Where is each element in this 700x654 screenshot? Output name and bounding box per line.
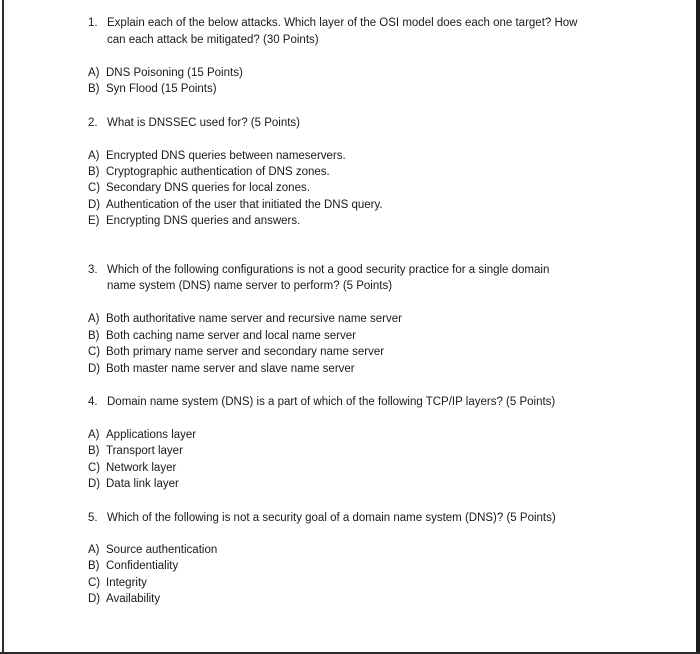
question-3-text-line-2: name system (DNS) name server to perform? (5 Points) xyxy=(107,280,393,292)
question-2-option-c-text: Secondary DNS queries for local zones. xyxy=(106,182,310,194)
question-2-number: 2. xyxy=(88,117,98,129)
question-1-option-b-letter: B) xyxy=(88,83,100,95)
question-4-option-c-letter: C) xyxy=(88,462,101,474)
question-5-text-line-1: Which of the following is not a security goal of a domain name system (DNS)? (5 Points) xyxy=(107,512,556,524)
question-5-option-d-text: Availability xyxy=(106,593,161,605)
question-3-option-c-text: Both primary name server and secondary name server xyxy=(106,346,385,358)
question-2-text-line-1: What is DNSSEC used for? (5 Points) xyxy=(107,117,301,129)
question-3-option-a-text: Both authoritative name server and recursive name server xyxy=(106,313,402,325)
page-right-border xyxy=(696,0,700,654)
question-3-text-line-1: Which of the following configurations is not a good security practice for a single domain xyxy=(107,264,550,276)
question-2-option-a-text: Encrypted DNS queries between nameservers. xyxy=(106,150,346,162)
question-5-option-b-text: Confidentiality xyxy=(106,560,179,572)
question-3-option-a-letter: A) xyxy=(88,313,100,325)
question-3-option-d-text: Both master name server and slave name server xyxy=(106,363,355,375)
question-2-option-d-letter: D) xyxy=(88,199,101,211)
question-5-option-b-letter: B) xyxy=(88,560,100,572)
question-5-option-d-letter: D) xyxy=(88,593,101,605)
question-2-option-e-text: Encrypting DNS queries and answers. xyxy=(106,215,301,227)
question-1-text-line-1: Explain each of the below attacks. Which layer of the OSI model does each one target? How xyxy=(107,17,578,29)
question-5-number: 5. xyxy=(88,512,98,524)
question-1-option-b-text: Syn Flood (15 Points) xyxy=(106,83,217,95)
question-2-option-a-letter: A) xyxy=(88,150,100,162)
question-1-text-line-2: can each attack be mitigated? (30 Points) xyxy=(107,34,319,46)
question-5-option-a-letter: A) xyxy=(88,544,100,556)
question-5-option-c-letter: C) xyxy=(88,577,101,589)
question-3-option-c-letter: C) xyxy=(88,346,101,358)
question-5-option-c-text: Integrity xyxy=(106,577,147,589)
question-4-option-b-text: Transport layer xyxy=(106,445,183,457)
question-1-option-a-letter: A) xyxy=(88,67,100,79)
question-2-option-e-letter: E) xyxy=(88,215,100,227)
question-1-option-a-text: DNS Poisoning (15 Points) xyxy=(106,67,243,79)
question-3-option-b-letter: B) xyxy=(88,330,100,342)
question-1-number: 1. xyxy=(88,17,98,29)
question-4-option-a-letter: A) xyxy=(88,429,100,441)
question-4-option-b-letter: B) xyxy=(88,445,100,457)
question-4-option-c-text: Network layer xyxy=(106,462,177,474)
question-3-number: 3. xyxy=(88,264,98,276)
question-4-option-d-text: Data link layer xyxy=(106,478,179,490)
question-4-option-d-letter: D) xyxy=(88,478,101,490)
question-3-option-b-text: Both caching name server and local name server xyxy=(106,330,356,342)
question-3-option-d-letter: D) xyxy=(88,363,101,375)
question-2-option-b-letter: B) xyxy=(88,166,100,178)
question-4-option-a-text: Applications layer xyxy=(106,429,197,441)
question-2-option-b-text: Cryptographic authentication of DNS zones. xyxy=(106,166,330,178)
page-left-border xyxy=(2,0,4,654)
question-5-option-a-text: Source authentication xyxy=(106,544,218,556)
question-2-option-d-text: Authentication of the user that initiated the DNS query. xyxy=(106,199,383,211)
question-2-option-c-letter: C) xyxy=(88,182,101,194)
question-4-text-line-1: Domain name system (DNS) is a part of which of the following TCP/IP layers? (5 Points) xyxy=(107,396,556,408)
question-4-number: 4. xyxy=(88,396,98,408)
